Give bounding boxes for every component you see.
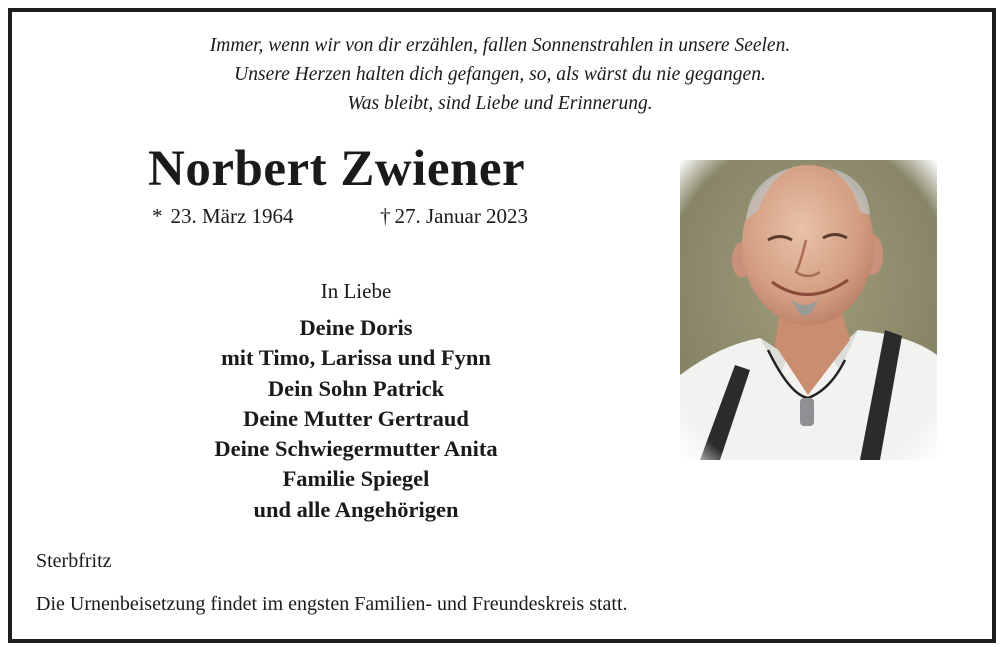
deceased-name: Norbert Zwiener [148,141,526,197]
poem-line-2: Unsere Herzen halten dich gefangen, so, als wärst du nie gegangen. [234,64,766,85]
mourner-line: Dein Sohn Patrick [267,375,445,401]
death-cross-icon: † [380,204,391,228]
place-of-residence: Sterbfritz [36,550,112,572]
mourner-line: mit Timo, Larissa und Fynn [221,345,491,371]
mourners-list [156,313,556,525]
mourner-line: Deine Doris [299,315,413,340]
birth-date-line [152,204,294,229]
memorial-poem [0,31,1000,118]
mourner-line: Deine Mutter Gertraud [243,405,469,431]
birth-star-icon: * [152,204,163,228]
death-date: 27. Januar 2023 [394,204,529,228]
portrait-illustration [680,160,937,460]
portrait-photo [680,160,937,460]
in-liebe-label: In Liebe [320,279,392,303]
death-date-line [380,204,528,229]
burial-notice: Die Urnenbeisetzung findet im engsten Familien- und Freundeskreis statt. [36,593,628,615]
mourner-line: Familie Spiegel [282,466,430,492]
poem-line-3: Was bleibt, sind Liebe und Erinnerung. [347,93,653,114]
birth-date: 23. März 1964 [170,204,294,228]
poem-line-1: Immer, wenn wir von dir erzählen, fallen Sonnenstrahlen in unsere Seelen. [209,35,791,56]
mourner-line: Deine Schwiegermutter Anita [214,436,498,462]
mourner-line: und alle Angehörigen [253,496,459,522]
